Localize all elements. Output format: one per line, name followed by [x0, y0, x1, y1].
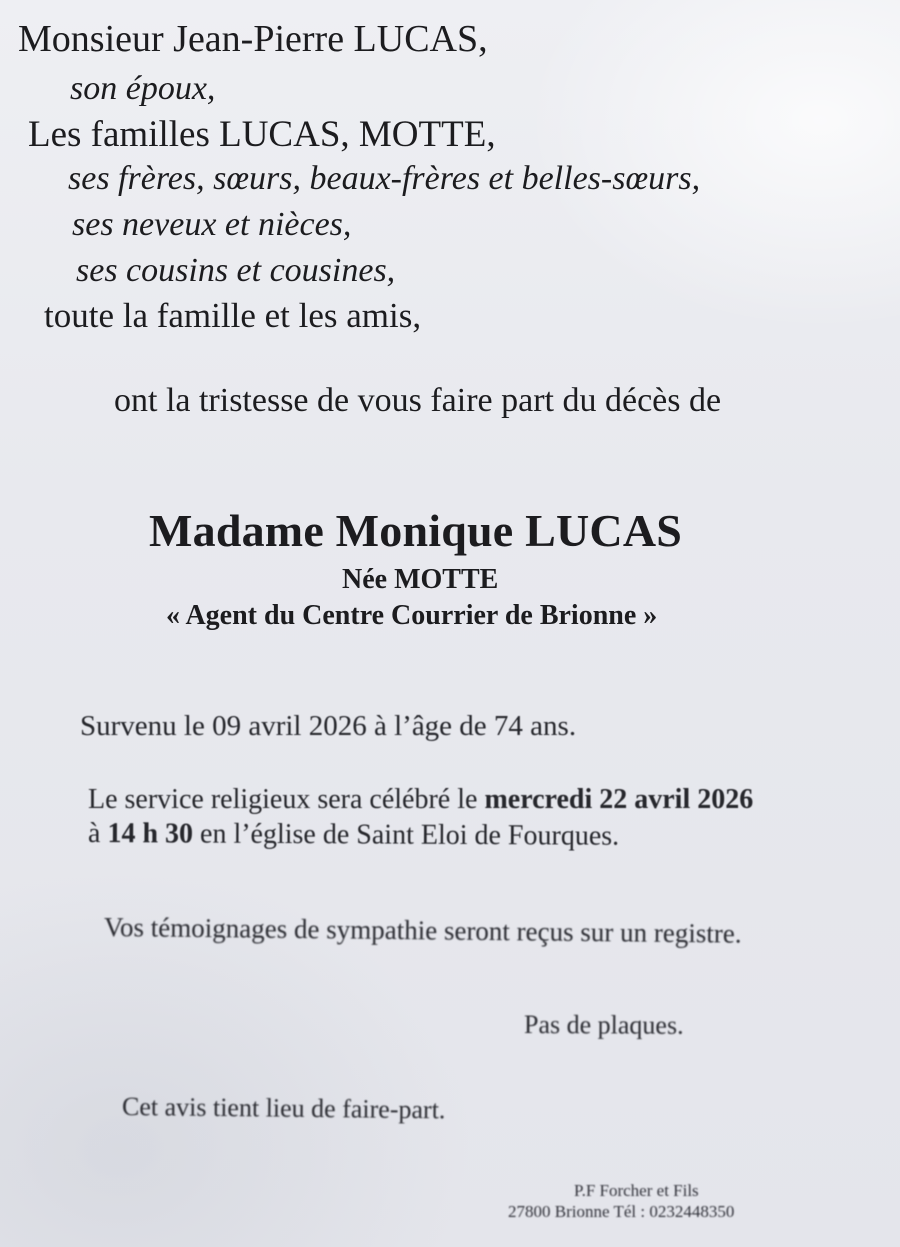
- deceased-title: « Agent du Centre Courrier de Brionne »: [166, 600, 658, 631]
- family-friends-line: toute la famille et les amis,: [44, 296, 422, 335]
- cousins-line: ses cousins et cousines,: [76, 252, 396, 289]
- no-plaques-line: Pas de plaques.: [523, 1010, 684, 1040]
- death-date-line: Survenu le 09 avril 2026 à l’âge de 74 ans.: [80, 710, 577, 742]
- service-text: Le service religieux sera célébré le: [88, 784, 485, 815]
- notice-note-line: Cet avis tient lieu de faire-part.: [121, 1092, 446, 1125]
- service-line-1: [88, 786, 753, 814]
- announcement-line: ont la tristesse de vous faire part du décès de: [114, 382, 722, 419]
- maiden-name: Née MOTTE: [342, 564, 499, 595]
- husband-name: Monsieur Jean-Pierre LUCAS,: [18, 18, 488, 60]
- funeral-home-address: 27800 Brionne Tél : 0232448350: [508, 1202, 735, 1221]
- deceased-name: Madame Monique LUCAS: [149, 505, 683, 556]
- husband-role: son époux,: [70, 70, 216, 107]
- service-place: en l’église de Saint Eloi de Fourques.: [192, 818, 620, 852]
- service-time: 14 h 30: [107, 818, 194, 850]
- families-line: Les familles LUCAS, MOTTE,: [28, 114, 496, 155]
- service-date: mercredi 22 avril 2026: [484, 784, 754, 815]
- siblings-line: ses frères, sœurs, beaux-frères et belles-sœurs,: [68, 160, 701, 197]
- nephews-line: ses neveux et nièces,: [72, 206, 352, 243]
- funeral-home-name: P.F Forcher et Fils: [574, 1181, 699, 1200]
- condolences-line: Vos témoignages de sympathie seront reçus sur un registre.: [103, 912, 742, 949]
- service-line-2: [88, 820, 619, 851]
- service-at: à: [87, 818, 108, 850]
